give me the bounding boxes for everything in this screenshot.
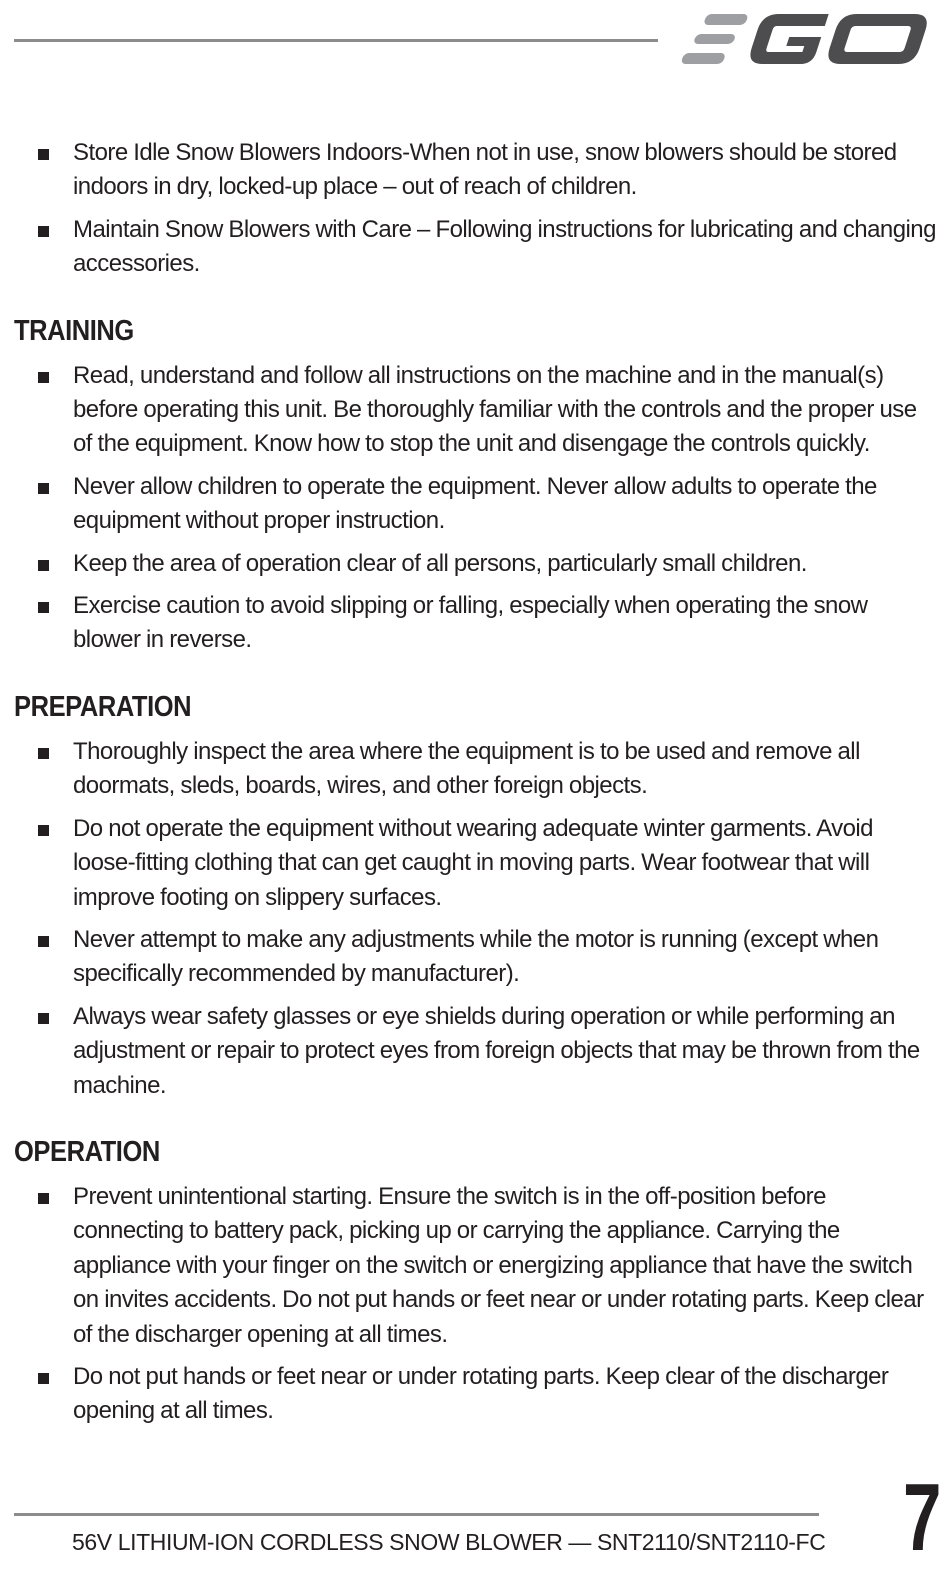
intro-bullet-list xyxy=(14,136,938,282)
ego-logo xyxy=(680,10,936,68)
square-bullet-icon xyxy=(38,149,49,160)
logo-bar-top xyxy=(703,14,749,25)
bullet-text: Store Idle Snow Blowers Indoors-When not in use, snow blowers should be stored indoors in dry, locked-up place – out of reach of children. xyxy=(73,139,897,201)
section-preparation xyxy=(14,666,938,1103)
page-content xyxy=(14,136,938,1437)
square-bullet-icon xyxy=(38,936,49,947)
square-bullet-icon xyxy=(38,1013,49,1024)
section-bullet-list xyxy=(14,1180,938,1429)
bullet-item xyxy=(14,136,938,205)
square-bullet-icon xyxy=(38,1193,49,1204)
bullet-text: Never allow children to operate the equipment. Never allow adults to operate the equipment without proper instruction. xyxy=(73,472,877,535)
bullet-item xyxy=(14,923,938,992)
square-bullet-icon xyxy=(38,560,49,571)
section-operation xyxy=(14,1111,938,1429)
bullet-text: Maintain Snow Blowers with Care – Following instructions for lubricating and changing accessories. xyxy=(73,215,936,278)
bullet-text: Keep the area of operation clear of all persons, particularly small children. xyxy=(73,549,807,577)
section-training xyxy=(14,290,938,658)
bullet-item xyxy=(14,1000,938,1103)
section-heading: OPERATION xyxy=(14,1135,160,1168)
section-bullet-list xyxy=(14,359,938,658)
bullet-item xyxy=(14,359,938,462)
bullet-item xyxy=(14,589,938,658)
bullet-item xyxy=(14,470,938,539)
bullet-item xyxy=(14,547,938,581)
footer-rule xyxy=(14,1513,819,1516)
bullet-item xyxy=(14,812,938,915)
header-rule xyxy=(14,39,658,42)
bullet-text: Always wear safety glasses or eye shields during operation or while performing an adjustment or repair to protect eyes from foreign objects that may be thrown from the machine. xyxy=(73,1002,920,1099)
bullet-item xyxy=(14,213,938,282)
bullet-text: Never attempt to make any adjustments while the motor is running (except when specifically recommended by manufacturer). xyxy=(73,925,879,988)
sections xyxy=(14,290,938,1429)
section-bullet-list xyxy=(14,735,938,1103)
bullet-item xyxy=(14,1360,938,1429)
bullet-text: Do not operate the equipment without wearing adequate winter garments. Avoid loose-fitting clothing that can get caught in moving parts. Wear footwear that will improve footing on slippery surfaces. xyxy=(73,814,873,911)
square-bullet-icon xyxy=(38,602,49,613)
logo-letter-o xyxy=(824,14,930,64)
bullet-text: Exercise caution to avoid slipping or falling, especially when operating the snow blower in reverse. xyxy=(73,592,868,654)
bullet-item xyxy=(14,735,938,804)
footer-product-title: 56V LITHIUM-ION CORDLESS SNOW BLOWER — SNT2110/SNT2110-FC xyxy=(72,1529,826,1555)
bullet-text: Read, understand and follow all instructions on the machine and in the manual(s) before operating this unit. Be thoroughly familiar with the controls and the proper use of the equipment. Know how to stop the unit and disengage the controls quickly. xyxy=(73,361,917,458)
section-heading: TRAINING xyxy=(14,314,134,347)
square-bullet-icon xyxy=(38,748,49,759)
bullet-item xyxy=(14,1180,938,1352)
section-heading: PREPARATION xyxy=(14,690,192,723)
square-bullet-icon xyxy=(38,825,49,836)
square-bullet-icon xyxy=(38,1373,49,1384)
logo-bar-bottom xyxy=(680,53,726,64)
square-bullet-icon xyxy=(38,483,49,494)
bullet-text: Prevent unintentional starting. Ensure the switch is in the off-position before connecting to battery pack, picking up or carrying the appliance. Carrying the appliance with your finger on the switch or energizing appliance that have the switch on invites accidents. Do not put hands or feet near or under rotating parts. Keep clear of the discharger opening at all times. xyxy=(73,1182,924,1348)
logo-bar-middle xyxy=(693,34,736,44)
logo-letter-g xyxy=(746,14,828,64)
bullet-text: Do not put hands or feet near or under rotating parts. Keep clear of the discharger opening at all times. xyxy=(73,1362,889,1425)
square-bullet-icon xyxy=(38,226,49,237)
page-number: 7 xyxy=(903,1464,939,1571)
bullet-text: Thoroughly inspect the area where the equipment is to be used and remove all doormats, sleds, boards, wires, and other foreign objects. xyxy=(73,737,860,800)
square-bullet-icon xyxy=(38,372,49,383)
